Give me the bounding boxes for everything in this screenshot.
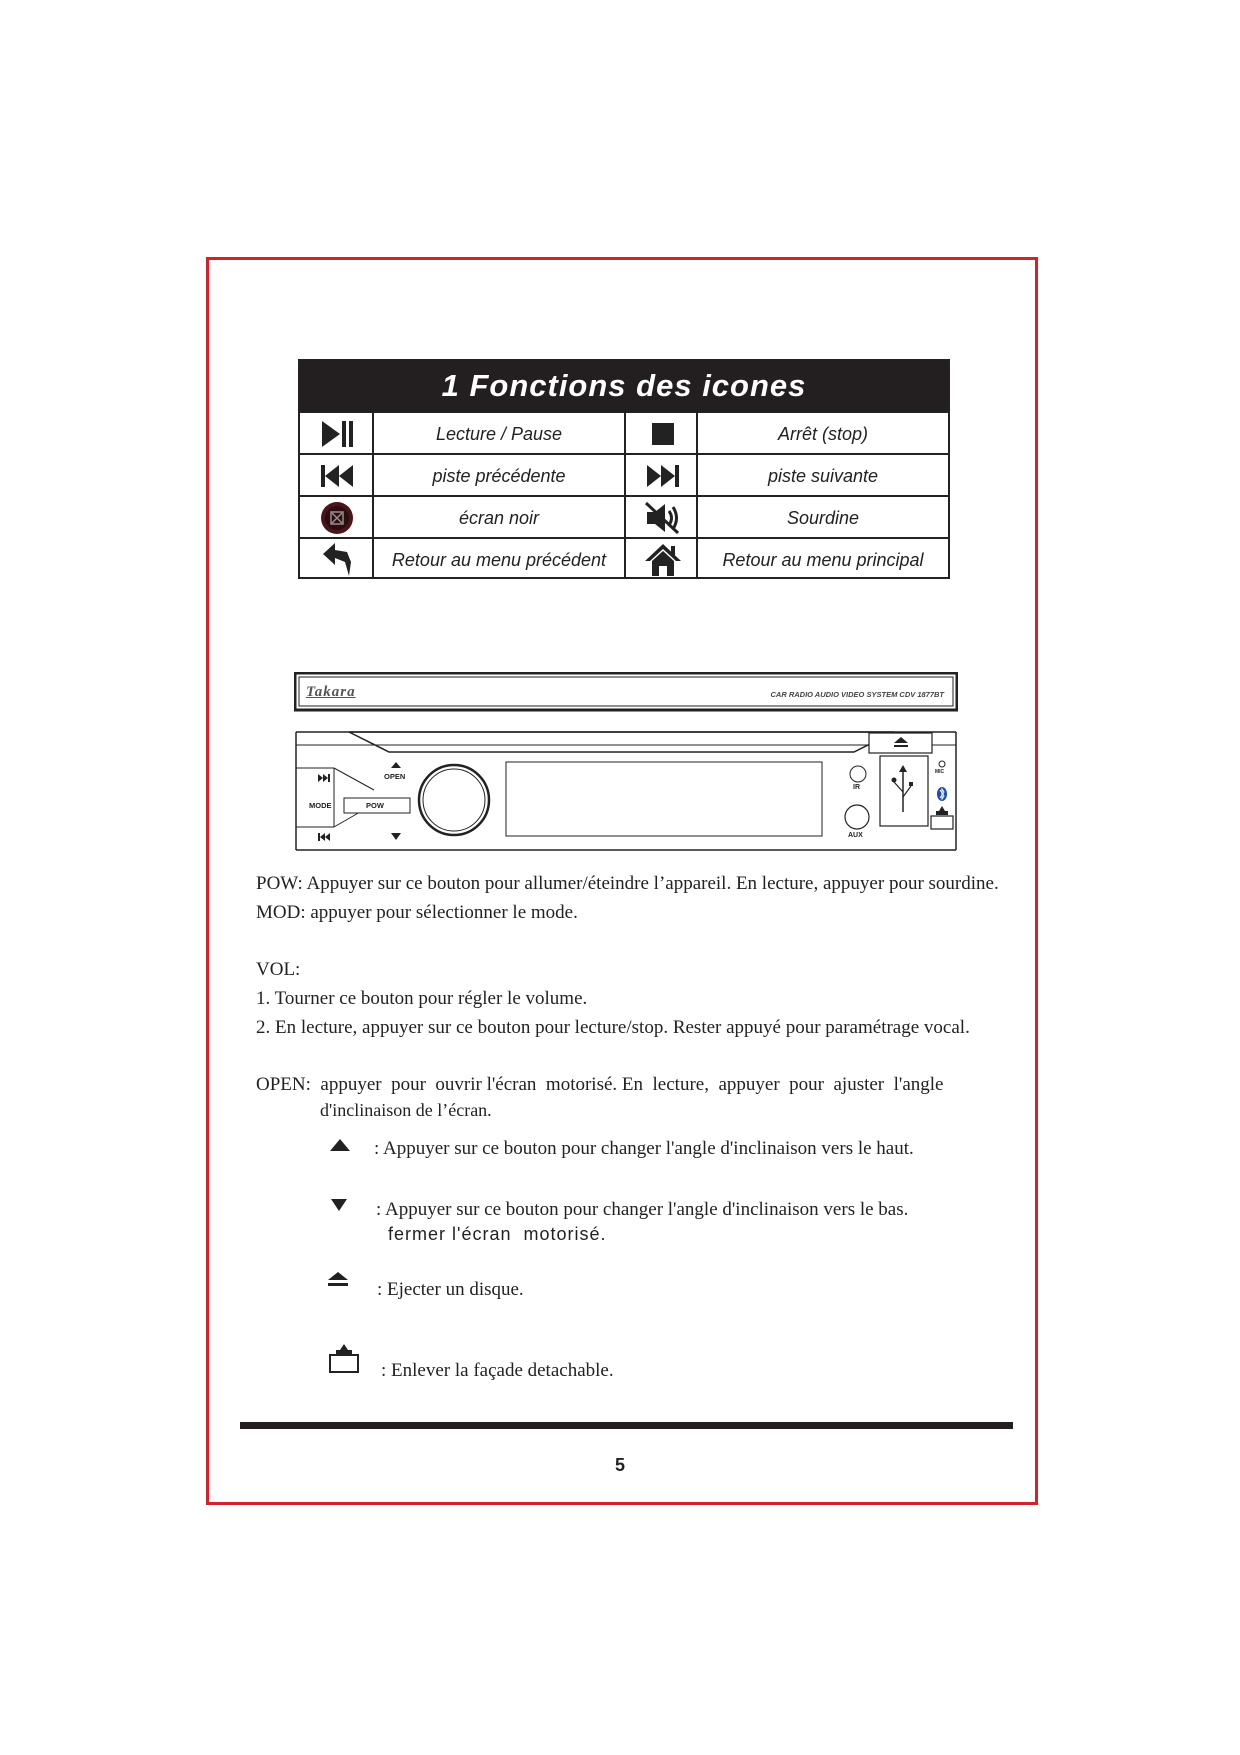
black-screen-icon [300, 497, 374, 539]
mic-label: MIC [935, 769, 945, 775]
eject-icon [326, 1268, 350, 1293]
play-pause-icon [300, 413, 374, 455]
open-button[interactable]: OPEN [384, 772, 406, 781]
faceplate-release-icon [328, 1342, 360, 1379]
label-next-track: piste suivante [767, 465, 879, 486]
table-row [300, 495, 948, 539]
open-description: OPEN: appuyer pour ouvrir l'écran motorisé. En lecture, appuyer pour ajuster l'angle [256, 1074, 944, 1095]
device-front-panel [294, 672, 958, 852]
eject-description: : Ejecter un disque. [377, 1279, 524, 1300]
up-description: : Appuyer sur ce bouton pour changer l'angle d'inclinaison vers le haut. [374, 1138, 914, 1159]
open-description-cont: d'inclinaison de l’écran. [320, 1100, 492, 1120]
page-number: 5 [614, 1455, 625, 1475]
aux-jack: AUX [848, 832, 863, 839]
next-track-icon [626, 455, 700, 497]
mute-icon [626, 497, 700, 539]
ir-label: IR [853, 784, 860, 791]
label-black-screen: écran noir [458, 507, 540, 528]
label-home: Retour au menu principal [722, 549, 924, 570]
mode-button[interactable]: MODE [309, 801, 332, 810]
back-icon [300, 539, 374, 581]
footer-rule [240, 1422, 1013, 1429]
label-play-pause: Lecture / Pause [435, 423, 563, 444]
down-description: : Appuyer sur ce bouton pour changer l'angle d'inclinaison vers le bas. [376, 1199, 909, 1220]
table-row [300, 453, 948, 497]
icon-functions-table [298, 359, 950, 579]
table-row [300, 411, 948, 455]
label-stop: Arrêt (stop) [777, 423, 869, 444]
stop-icon [626, 413, 700, 455]
faceplate-description: : Enlever la façade detachable. [381, 1360, 614, 1381]
table-row [300, 537, 948, 581]
up-arrow-icon [329, 1137, 351, 1158]
pow-description: POW: Appuyer sur ce bouton pour allumer/éteindre l’appareil. En lecture, appuyer pour sourdine. [256, 873, 999, 894]
brand-logo: Takara [306, 684, 356, 700]
previous-track-icon [300, 455, 374, 497]
mod-description: MOD: appuyer pour sélectionner le mode. [256, 902, 578, 923]
vol-item-2: 2. En lecture, appuyer sur ce bouton pour lecture/stop. Rester appuyé pour paramétrage vocal. [256, 1017, 970, 1038]
down-arrow-icon [330, 1198, 348, 1217]
vol-item-1: 1. Tourner ce bouton pour régler le volume. [256, 988, 588, 1009]
vol-heading: VOL: [256, 959, 301, 980]
table-title: 1 Fonctions des icones [300, 361, 948, 411]
label-previous-track: piste précédente [432, 465, 566, 486]
model-label: CAR RADIO AUDIO VIDEO SYSTEM CDV 1877BT [770, 690, 944, 699]
label-mute: Sourdine [786, 507, 860, 528]
pow-button[interactable]: POW [366, 801, 384, 810]
home-icon [626, 539, 700, 581]
label-back: Retour au menu précédent [391, 549, 607, 570]
down-description-cont: fermer l'écran motorisé. [388, 1224, 607, 1244]
